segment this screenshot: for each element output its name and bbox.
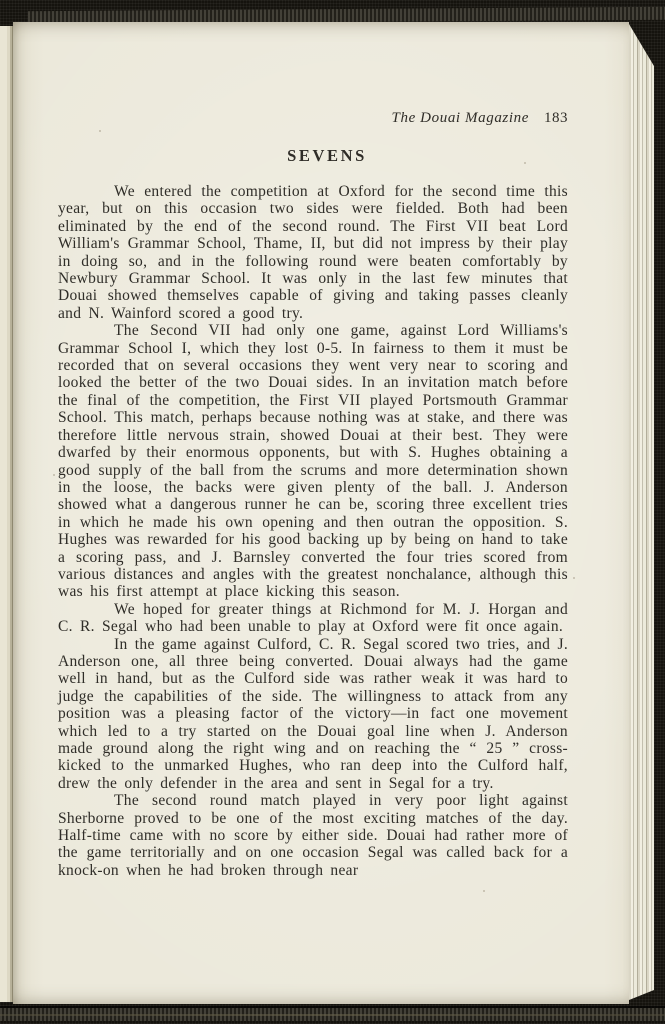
- scan-speck: [483, 890, 485, 892]
- cover-bottom-ridge: [0, 1008, 665, 1021]
- body-paragraph: We hoped for greater things at Richmond for M. J. Horgan and C. R. Segal who had been unable to play at Oxford were fit once again.: [58, 600, 568, 636]
- page-stack-fore-edge: [629, 24, 654, 1000]
- body-paragraph: We entered the competition at Oxford for the second time this year, but on this occasion two sides were fielded. Both had been eliminated by the end of the second round. The First VII beat Lord William's Grammar School, Thame, II, but did not impress by their play in doing so, and in the following round were beaten comfortably by Newbury Grammar School. It was only in the last few minutes that Douai showed themselves capable of giving and taking passes cleanly and N. Wainford scored a good try.: [58, 183, 568, 322]
- body-paragraph: The second round match played in very poor light against Sherborne proved to be one of the most exciting matches of the day. Half-time came with no score by either side. Douai had rather more of the game territorially and on one occasion Segal was called back for a knock-on when he had broken through near: [58, 792, 568, 879]
- scan-speck: [573, 577, 575, 579]
- page-number: 183: [544, 110, 568, 126]
- magazine-title: The Douai Magazine: [391, 110, 529, 126]
- scan-speck: [53, 474, 55, 476]
- section-heading: SEVENS: [287, 146, 367, 165]
- article-body: [58, 183, 568, 879]
- body-paragraph: The Second VII had only one game, against Lord Williams's Grammar School I, which they lost 0-5. In fairness to them it must be recorded that on several occasions they went very near to scoring and looked the better of the two Douai sides. In an invitation match before the final of the competition, the First VII played Portsmouth Grammar School. This match, perhaps because nothing was at stake, and there was therefore little nervous strain, showed Douai at their best. They were dwarfed by their enormous opponents, but with S. Hughes obtaining a good supply of the ball from the scrums and more determination shown in the loose, the backs were given plenty of the ball. J. Anderson showed what a dangerous runner he can be, scoring three excellent tries in which he made his own opening and then outran the opposition. S. Hughes was rewarded for his good backing up by being on hand to take a scoring pass, and J. Barnsley converted the four tries scored from various distances and angles with the greatest nonchalance, although this was his first attempt at place kicking this season.: [58, 322, 568, 601]
- body-paragraph: In the game against Culford, C. R. Segal scored two tries, and J. Anderson one, all three being converted. Douai always had the game well in hand, but as the Culford side was rather weak it was hard to judge the capabilities of the side. The willingness to attack from any position was a pleasing factor of the victory—in fact one movement which led to a try started on the Douai goal line when J. Anderson made ground along the right wing and on reaching the “ 25 ” cross-kicked to the unmarked Hughes, who ran deep into the Culford half, drew the only defender in the area and sent in Segal for a try.: [58, 635, 568, 792]
- running-header: [58, 110, 568, 127]
- book-page: [13, 22, 629, 1004]
- previous-page-edge: [0, 26, 13, 1002]
- page-content: [58, 22, 568, 879]
